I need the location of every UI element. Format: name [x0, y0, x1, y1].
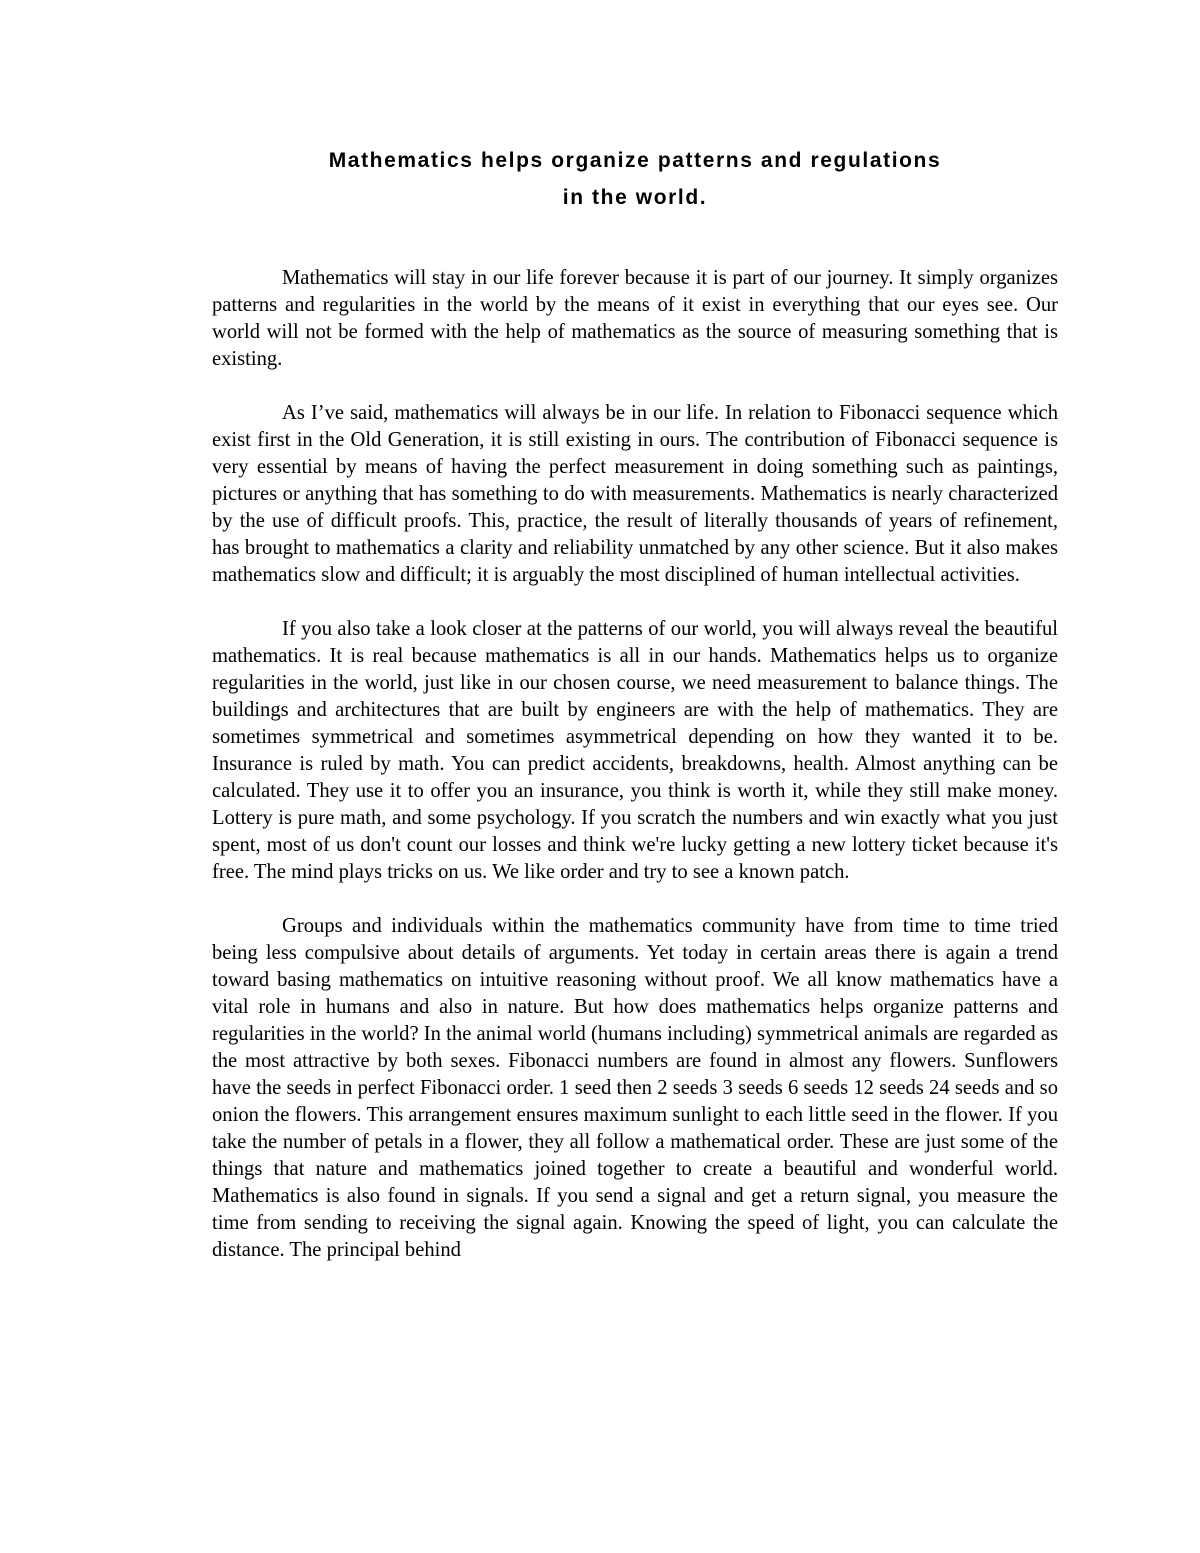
document-body — [212, 265, 1058, 1264]
document-title — [212, 142, 1058, 216]
paragraph-3: If you also take a look closer at the patterns of our world, you will always reveal the beautiful mathematics. It is real because mathematics is all in our hands. Mathematics helps us to organize regularities in the world, just like in our chosen course, we need measurement to balance things. The buildings and architectures that are built by engineers are with the help of mathematics. They are sometimes symmetrical and sometimes asymmetrical depending on how they wanted it to be. Insurance is ruled by math. You can predict accidents, breakdowns, health. Almost anything can be calculated. They use it to offer you an insurance, you think is worth it, while they still make money. Lottery is pure math, and some psychology. If you scratch the numbers and win exactly what you just spent, most of us don't count our losses and think we're lucky getting a new lottery ticket because it's free. The mind plays tricks on us. We like order and try to see a known patch. — [212, 618, 1058, 883]
title-line-2: in the world. — [562, 186, 708, 209]
paragraph-2: As I’ve said, mathematics will always be in our life. In relation to Fibonacci sequence which exist first in the Old Generation, it is still existing in ours. The contribution of Fibonacci sequence is very essential by means of having the perfect measurement in doing something such as paintings, pictures or anything that has something to do with measurements. Mathematics is nearly characterized by the use of difficult proofs. This, practice, the result of literally thousands of years of refinement, has brought to mathematics a clarity and reliability unmatched by any other science. But it also makes mathematics slow and difficult; it is arguably the most disciplined of human intellectual activities. — [212, 402, 1058, 586]
paragraph-4: Groups and individuals within the mathematics community have from time to time tried being less compulsive about details of arguments. Yet today in certain areas there is again a trend toward basing mathematics on intuitive reasoning without proof. We all know mathematics have a vital role in humans and also in nature. But how does mathematics helps organize patterns and regularities in the world? In the animal world (humans including) symmetrical animals are regarded as the most attractive by both sexes. Fibonacci numbers are found in almost any flowers. Sunflowers have the seeds in perfect Fibonacci order. 1 seed then 2 seeds 3 seeds 6 seeds 12 seeds 24 seeds and so onion the flowers. This arrangement ensures maximum sunlight to each little seed in the flower. If you take the number of petals in a flower, they all follow a mathematical order. These are just some of the things that nature and mathematics joined together to create a beautiful and wonderful world. Mathematics is also found in signals. If you send a signal and get a return signal, you measure the time from sending to receiving the signal again. Knowing the speed of light, you can calculate the distance. The principal behind — [212, 915, 1058, 1261]
paragraph-1: Mathematics will stay in our life forever because it is part of our journey. It simply organizes patterns and regularities in the world by the means of it exist in everything that our eyes see. Our world will not be formed with the help of mathematics as the source of measuring something that is existing. — [212, 267, 1058, 370]
title-line-1: Mathematics helps organize patterns and regulations — [328, 149, 942, 172]
